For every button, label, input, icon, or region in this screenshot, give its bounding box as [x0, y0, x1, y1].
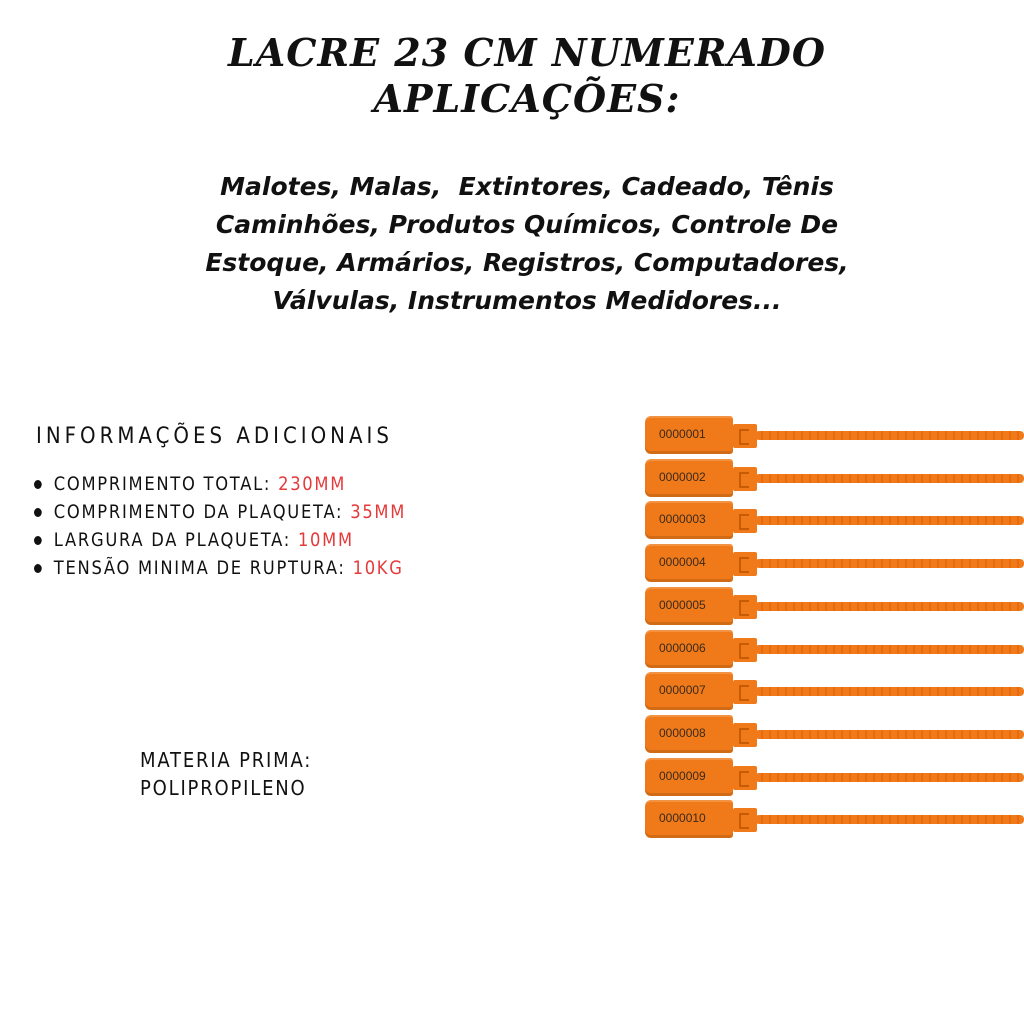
seal-number: 0000007	[659, 683, 706, 697]
seal-lock-icon	[733, 467, 757, 491]
seal	[645, 544, 1024, 582]
seal-image	[645, 416, 1024, 846]
seal-strap	[755, 645, 1024, 654]
seal-lock-icon	[733, 680, 757, 704]
seal-number: 0000005	[659, 598, 706, 612]
seal-strap	[755, 602, 1024, 611]
info-list	[34, 470, 406, 582]
seal-plate	[645, 416, 733, 454]
seal-plate	[645, 501, 733, 539]
applications-line-4: Válvulas, Instrumentos Medidores...	[272, 286, 782, 315]
info-item	[34, 554, 406, 582]
seal	[645, 715, 1024, 753]
info-item-value: 35MM	[350, 501, 407, 523]
seal	[645, 800, 1024, 838]
seal-plate	[645, 800, 733, 838]
info-item-label: TENSÃO MINIMA DE RUPTURA:	[53, 557, 353, 579]
bullet-icon	[34, 536, 42, 545]
seal-strap	[755, 730, 1024, 739]
seal-number: 0000006	[659, 641, 706, 655]
seal-plate	[645, 758, 733, 796]
seal-strap	[755, 773, 1024, 782]
page-title	[0, 30, 1024, 122]
applications-line-3: Estoque, Armários, Registros, Computadores,	[205, 248, 849, 277]
seal-lock-icon	[733, 723, 757, 747]
info-item	[34, 526, 406, 554]
info-item-label: LARGURA DA PLAQUETA:	[53, 529, 298, 551]
seal-lock-icon	[733, 766, 757, 790]
seal	[645, 416, 1024, 454]
seal-plate	[645, 544, 733, 582]
applications-line-2: Caminhões, Produtos Químicos, Controle De	[215, 210, 839, 239]
seal-lock-icon	[733, 509, 757, 533]
bullet-icon	[34, 480, 42, 489]
seal-plate	[645, 672, 733, 710]
seal-number: 0000004	[659, 555, 706, 569]
seal-strap	[755, 559, 1024, 568]
seal-strap	[755, 516, 1024, 525]
seal-plate	[645, 715, 733, 753]
seal-plate	[645, 459, 733, 497]
seal-lock-icon	[733, 424, 757, 448]
seal-number: 0000003	[659, 512, 706, 526]
seal-number: 0000010	[659, 811, 706, 825]
applications-text	[0, 168, 1024, 320]
info-item-label: COMPRIMENTO TOTAL:	[53, 473, 279, 495]
seal	[645, 459, 1024, 497]
seal-strap	[755, 687, 1024, 696]
info-item-value: 230MM	[278, 473, 347, 495]
seal-number: 0000008	[659, 726, 706, 740]
title-line-2: APLICAÇÕES:	[373, 76, 681, 121]
materia-prima	[140, 746, 312, 802]
bullet-icon	[34, 508, 42, 517]
materia-label: MATERIA PRIMA:	[140, 748, 313, 772]
info-item	[34, 498, 406, 526]
seal-lock-icon	[733, 595, 757, 619]
seal-strap	[755, 815, 1024, 824]
seal-number: 0000001	[659, 427, 706, 441]
info-heading: INFORMAÇÕES ADICIONAIS	[36, 424, 393, 449]
seal-strap	[755, 431, 1024, 440]
seal-plate	[645, 587, 733, 625]
seal	[645, 501, 1024, 539]
materia-value: POLIPROPILENO	[140, 776, 307, 800]
seal	[645, 672, 1024, 710]
seal-number: 0000009	[659, 769, 706, 783]
info-item-label: COMPRIMENTO DA PLAQUETA:	[53, 501, 351, 523]
seal-lock-icon	[733, 638, 757, 662]
seal-plate	[645, 630, 733, 668]
title-line-1: LACRE 23 CM NUMERADO	[228, 30, 826, 75]
seal-strap	[755, 474, 1024, 483]
seal	[645, 630, 1024, 668]
bullet-icon	[34, 564, 42, 573]
applications-line-1: Malotes, Malas, Extintores, Cadeado, Tênis	[220, 172, 834, 201]
info-item-value: 10MM	[297, 529, 354, 551]
seal-lock-icon	[733, 808, 757, 832]
seal-lock-icon	[733, 552, 757, 576]
seal-number: 0000002	[659, 470, 706, 484]
info-item-value: 10KG	[352, 557, 404, 579]
seal	[645, 758, 1024, 796]
seal	[645, 587, 1024, 625]
info-item	[34, 470, 406, 498]
